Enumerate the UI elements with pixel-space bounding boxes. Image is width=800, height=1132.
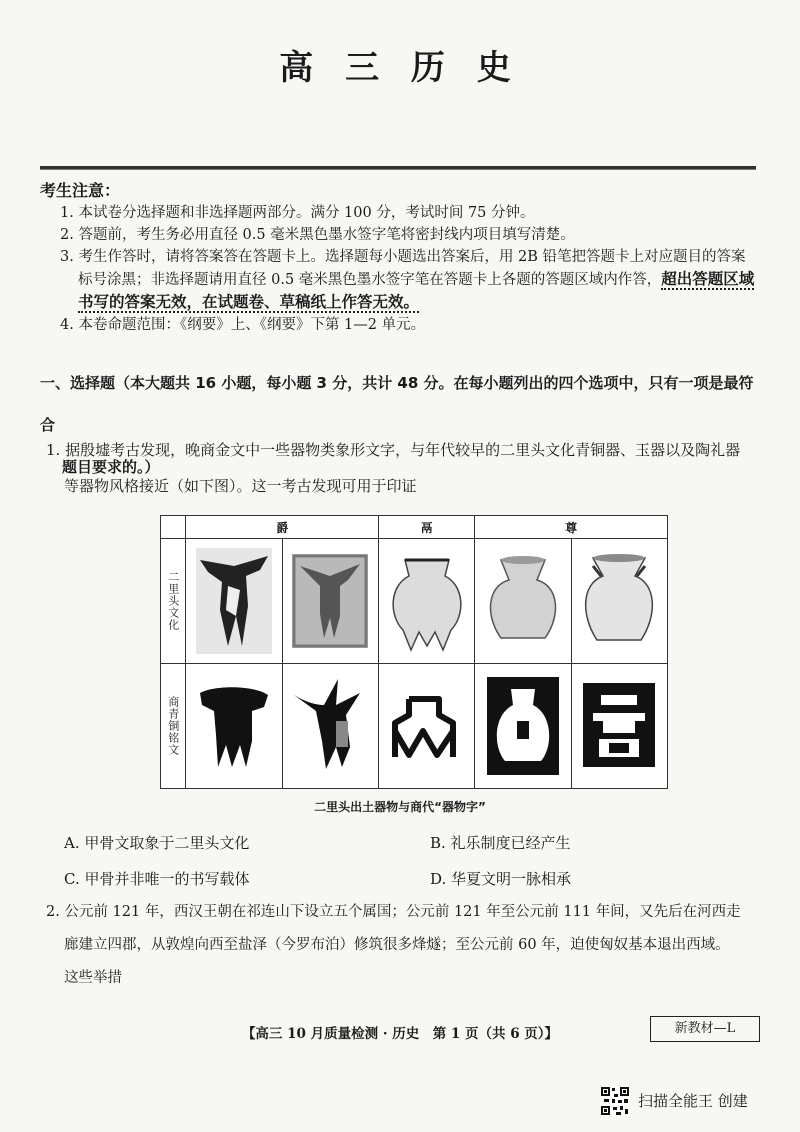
notes-heading: 考生注意：: [40, 181, 121, 200]
note-text: 3. 考生作答时，请将答案答在答题卡上。选择题每小题选出答案后，用 2B 铅笔把答题卡上对应题目的答案标号涂黑；非选择题请用直径 0.5 毫米黑色墨水签字笔在答题卡上各题的答题区域内作答，: [60, 249, 746, 288]
header-jue: 爵: [186, 516, 379, 539]
photo-jue-2: [282, 539, 378, 664]
question-2: [46, 896, 766, 995]
option-c[interactable]: C. 甲骨并非唯一的书写载体: [64, 870, 250, 888]
jue-glyph-icon: [194, 671, 274, 781]
zun-vessel-icon: [483, 546, 563, 656]
jue-vessel-icon: [194, 546, 274, 656]
photo-jue-1: [186, 539, 282, 664]
option-d[interactable]: D. 华夏文明一脉相承: [430, 870, 572, 888]
corner-cell: [161, 516, 186, 539]
section-line: 题目要求的。）: [62, 458, 160, 476]
section-line: 一、选择题（本大题共 16 小题，每小题 3 分，共计 48 分。在每小题列出的四个选项中，只有一项是最符合: [40, 374, 754, 434]
zun-glyph-icon: [579, 671, 659, 781]
glyph-zun-2: [571, 664, 667, 789]
glyph-jue-2: [282, 664, 378, 789]
jue-glyph-icon: [290, 671, 370, 781]
glyph-jue-1: [186, 664, 282, 789]
scanner-label: 扫描全能王 创建: [638, 1092, 748, 1110]
figure-caption: 二里头出土器物与商代“器物字”: [314, 800, 486, 814]
li-glyph-icon: [387, 671, 467, 781]
page-title: 高 三 历 史: [279, 48, 521, 88]
photo-zun-1: [475, 539, 571, 664]
photo-zun-2: [571, 539, 667, 664]
li-vessel-icon: [387, 546, 467, 656]
question-1: [46, 432, 756, 504]
note-item: 4. 本卷命题范围：《纲要》上、《纲要》下第 1—2 单元。: [60, 317, 426, 333]
row-label-shang: 商青铜铭文: [161, 664, 186, 789]
option-a[interactable]: A. 甲骨文取象于二里头文化: [64, 834, 250, 852]
row-label-erlitou: 二里头文化: [161, 539, 186, 664]
note-item: 1. 本试卷分选择题和非选择题两部分。满分 100 分，考试时间 75 分钟。: [60, 205, 535, 221]
note-item: [40, 246, 760, 314]
question-line: 这些举措: [64, 970, 122, 986]
scanner-watermark: [600, 1086, 780, 1116]
header-zun: 尊: [475, 516, 668, 539]
candidate-notes: [40, 180, 760, 336]
header-li: 鬲: [379, 516, 475, 539]
qr-code-icon: [600, 1086, 630, 1116]
jue-vessel-icon: [290, 546, 370, 656]
zun-vessel-icon: [579, 546, 659, 656]
artifact-figure: [160, 515, 668, 789]
glyph-li: [379, 664, 475, 789]
glyph-zun-1: [475, 664, 571, 789]
option-b[interactable]: B. 礼乐制度已经产生: [430, 834, 571, 852]
header-divider: [40, 166, 756, 170]
edition-badge: 新教材—L: [650, 1016, 760, 1042]
page-footer: 【高三 10 月质量检测 · 历史 第 1 页（共 6 页）】: [241, 1026, 559, 1042]
note-emphasis: 超出答题区域书写的答案无效，在试题卷、草稿纸上作答无效。: [78, 270, 755, 311]
zun-glyph-icon: [483, 671, 563, 781]
note-item: 2. 答题前，考生务必用直径 0.5 毫米黑色墨水签字笔将密封线内项目填写清楚。: [60, 227, 575, 243]
question-line: 2. 公元前 121 年，西汉王朝在祁连山下设立五个属国；公元前 121 年至公元前 111 年间，又先后在河西走: [46, 904, 741, 920]
question-line: 1. 据殷墟考古发现，晚商金文中一些器物类象形文字，与年代较早的二里头文化青铜器、玉器以及陶礼器: [46, 441, 741, 459]
photo-li: [379, 539, 475, 664]
question-line: 廊建立四郡，从敦煌向西至盐泽（今罗布泊）修筑很多烽燧；至公元前 60 年，迫使匈奴基本退出西域。: [64, 937, 730, 953]
question-line: 等器物风格接近（如下图）。这一考古发现可用于印证: [64, 477, 417, 495]
